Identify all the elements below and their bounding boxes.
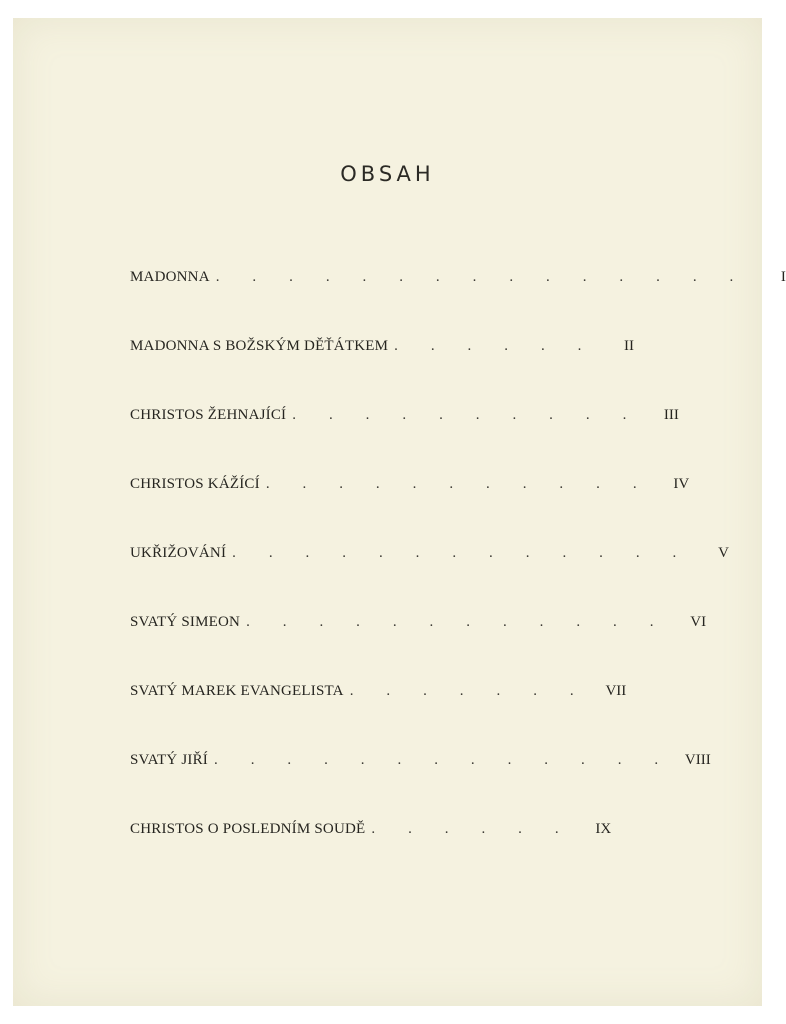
toc-leader-dots: . . . . . . . . . . . . . — [214, 752, 673, 768]
toc-entry-number: IV — [673, 476, 690, 492]
toc-entry-title: SVATÝ MAREK EVANGELISTA — [130, 683, 344, 699]
toc-entry-number: VII — [605, 683, 627, 699]
toc-entry-title: CHRISTOS O POSLEDNÍM SOUDĚ — [130, 821, 366, 837]
toc-entry-number: I — [780, 269, 786, 285]
toc-entry-number: V — [718, 545, 729, 561]
toc-entry — [130, 543, 729, 612]
toc-entry — [130, 750, 711, 819]
toc-entry-title: CHRISTOS KÁŽÍCÍ — [130, 476, 260, 492]
toc-entry-title: SVATÝ SIMEON — [130, 614, 241, 630]
toc-entry-number: II — [624, 338, 634, 354]
toc-leader-dots: . . . . . . . . . . . . . . . — [215, 269, 748, 285]
toc-entry-title: SVATÝ JIŘÍ — [130, 752, 208, 768]
page-title: OBSAH — [340, 162, 435, 186]
document-page — [13, 18, 786, 1006]
toc-entry-title: UKŘIŽOVÁNÍ — [130, 545, 227, 561]
toc-entry — [130, 612, 707, 681]
toc-entry — [130, 474, 690, 543]
toc-entry-number: VIII — [684, 752, 711, 768]
toc-entry-number: VI — [690, 614, 707, 630]
toc-entry-number: III — [663, 407, 679, 423]
toc-entry — [130, 681, 627, 750]
toc-entry-title: MADONNA S BOŽSKÝM DĚŤÁTKEM — [130, 338, 389, 354]
toc-leader-dots: . . . . . . . . . . . — [265, 476, 652, 492]
table-of-contents — [130, 267, 786, 888]
toc-entry — [130, 819, 612, 888]
toc-entry — [130, 405, 679, 474]
toc-entry — [130, 267, 786, 336]
toc-entry — [130, 336, 634, 405]
toc-leader-dots: . . . . . . . . . . . . — [246, 614, 669, 630]
toc-leader-dots: . . . . . . — [394, 338, 596, 354]
toc-entry-title: MADONNA — [130, 269, 210, 285]
toc-leader-dots: . . . . . . . . . . . . . — [232, 545, 691, 561]
toc-leader-dots: . . . . . . — [371, 821, 574, 837]
toc-entry-number: IX — [595, 821, 612, 837]
toc-entry-title: CHRISTOS ŽEHNAJÍCÍ — [130, 407, 287, 423]
toc-leader-dots: . . . . . . . . . . — [292, 407, 641, 423]
toc-leader-dots: . . . . . . . — [349, 683, 589, 699]
